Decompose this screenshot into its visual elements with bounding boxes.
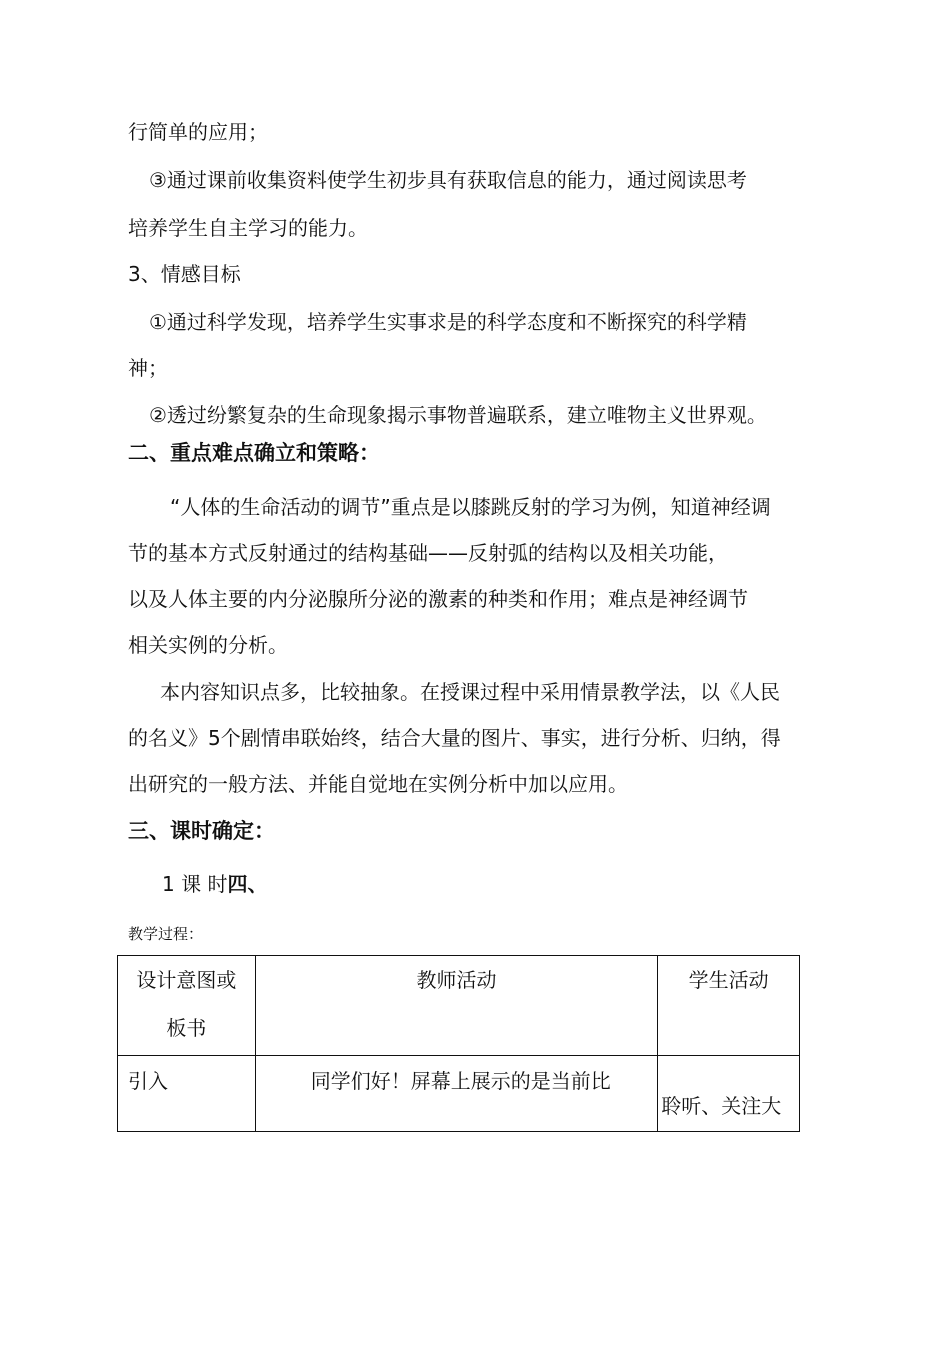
teaching-process-table	[117, 955, 800, 1132]
class-hours-text: 1 课 时	[162, 872, 228, 896]
paragraph-line: 培养学生自主学习的能力。	[128, 216, 368, 240]
focus-line: 节的基本方式反射通过的结构基础——反射弧的结构以及相关功能，	[128, 541, 728, 565]
header-cell-design	[118, 956, 256, 1056]
table-row	[118, 1056, 800, 1132]
row-design-text: 引入	[128, 1069, 168, 1093]
strategy-line: 本内容知识点多，比较抽象。在授课过程中采用情景教学法，以《人民	[160, 680, 780, 704]
class-hours-line	[162, 872, 267, 896]
header-teacher-text: 教师活动	[416, 968, 497, 992]
table-header-row	[118, 956, 800, 1056]
strategy-line: 的名义》5个剧情串联始终，结合大量的图片、事实，进行分析、归纳，得	[128, 726, 781, 750]
row-cell-teacher	[255, 1056, 657, 1132]
section-title-affective-goals: 3、情感目标	[128, 262, 241, 286]
focus-line: 相关实例的分析。	[128, 633, 288, 657]
focus-line: “人体的生命活动的调节”重点是以膝跳反射的学习为例，知道神经调	[170, 495, 771, 519]
process-label: 教学过程：	[128, 925, 204, 943]
header-design-line1: 设计意图或	[136, 968, 237, 992]
header-student-text: 学生活动	[688, 968, 769, 992]
paragraph-line: 神；	[128, 356, 168, 380]
paragraph-line: ①通过科学发现，培养学生实事求是的科学态度和不断探究的科学精	[149, 310, 747, 334]
heading-key-points: 二、重点难点确立和策略：	[128, 441, 380, 465]
header-cell-teacher	[255, 956, 657, 1056]
row-teacher-text: 同学们好！屏幕上展示的是当前比	[310, 1069, 611, 1093]
header-design-line2: 板书	[166, 1016, 207, 1040]
heading-class-hours: 三、课时确定：	[128, 819, 275, 843]
next-heading-fragment: 四、	[227, 872, 268, 896]
strategy-line: 出研究的一般方法、并能自觉地在实例分析中加以应用。	[128, 772, 628, 796]
paragraph-line: ②透过纷繁复杂的生命现象揭示事物普遍联系，建立唯物主义世界观。	[149, 403, 767, 427]
row-cell-student	[658, 1056, 800, 1132]
paragraph-line: ③通过课前收集资料使学生初步具有获取信息的能力，通过阅读思考	[149, 168, 747, 192]
header-cell-student	[658, 956, 800, 1056]
focus-line: 以及人体主要的内分泌腺所分泌的激素的种类和作用；难点是神经调节	[128, 587, 748, 611]
row-cell-design	[118, 1056, 256, 1132]
row-student-text: 聆听、关注大	[661, 1094, 782, 1118]
paragraph-line: 行简单的应用；	[128, 120, 268, 144]
